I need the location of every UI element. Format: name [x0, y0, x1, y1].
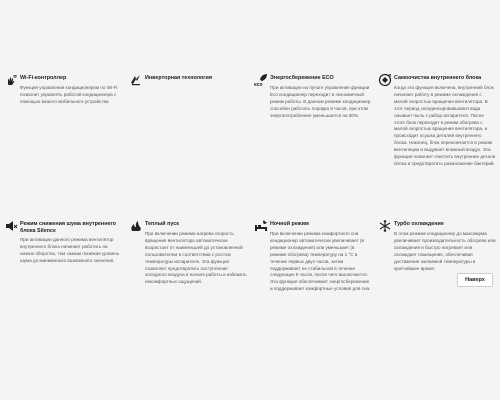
feature-title: Самоочистка внутреннего блока [394, 75, 482, 81]
silence-speaker-icon [4, 219, 18, 233]
turbo-cooling-icon [378, 219, 392, 233]
feature-title: Энергосбережение ECO [270, 75, 334, 81]
feature-title: Инверторная технология [145, 75, 212, 81]
eco-icon [254, 73, 268, 87]
features-row-1 [0, 73, 500, 219]
feature-title: Wi-Fi-контроллер [20, 75, 67, 81]
feature-title: Ночной режим [270, 221, 309, 227]
feature-description: Когда эта функция включена, внутренний блок начинает работу в режиме охлаждения с малой скоростью вращения вентилятора. В этот период сконденсировавшаяся вода смывает пыль с рабор испарителя. После этого блок переходит в режим обогрева с малой скоростью вращения вентилятора, и происходит осушка деталей внутреннего блока. Наконец, блок переключается в режим вентиляции и выдувает влажный воздух. Эта функция помогает очистить внутренние детали блока и предотвратить размножение бактерий. [394, 85, 496, 166]
feature-title: Режим снижения шума внутреннего блока Silence [20, 221, 116, 234]
feature-title: Турбо охлаждение [394, 221, 444, 227]
warm-start-icon [129, 219, 143, 233]
feature-description: При активации данного режима вентилятор внутреннего блока начинает работать на низких оборотах, тем самым понижая уровень шума до минимально возможного значения. [20, 237, 120, 263]
feature-description: При активации на пульте управления функции Eco кондиционер переходит в экономичный режим работы. В данном режиме кондиционер способен работать порядка 8 часов, при этом энергопотребление уменьшается на 60%. [270, 85, 371, 118]
feature-description: При включении режима нагрева скорость вращения вентилятора автоматически возрастает от наименьшей до установленной пользователем в соответствии с ростом температуры испарителя. Эта функция позволяет предотвратить поступление холодного воздуха в начале работы и избежать некомфортных ощущений. [145, 231, 247, 285]
night-mode-icon [254, 219, 268, 233]
feature-description: В этом режиме кондиционер до максимума увеличивает производительность обогрева или охлаждения и быстро нагревает или охлаждает помещение, обеспечивая достижение желаемой температуры в кратчайшее время. [394, 231, 496, 271]
self-clean-icon [378, 73, 392, 87]
features-row-2 [0, 219, 500, 399]
feature-description: При включении режима комфортного сна кондиционер автоматически увеличивает (в режиме охлаждения) или уменьшает (в режиме обогрева) температуру на 1 °C в течение первых двух часов, затем поддерживает ее стабильной в течение следующих 5 часов, после чего выключается. Эта функция обеспечивает энергосбережение и поддерживает комфортные условия для сна. [270, 231, 371, 292]
inverter-icon [129, 73, 143, 87]
svg-text:eco: eco [254, 82, 263, 87]
features-grid [0, 73, 500, 399]
feature-description: Функция управления кондиционером по Wi-Fi позволит управлять работой кондиционера с помощью вашего мобильного устройства. [20, 85, 118, 104]
scroll-to-top-button[interactable]: Наверх [457, 273, 493, 287]
wifi-hand-icon [4, 73, 18, 87]
feature-title: Теплый пуск [145, 221, 179, 227]
